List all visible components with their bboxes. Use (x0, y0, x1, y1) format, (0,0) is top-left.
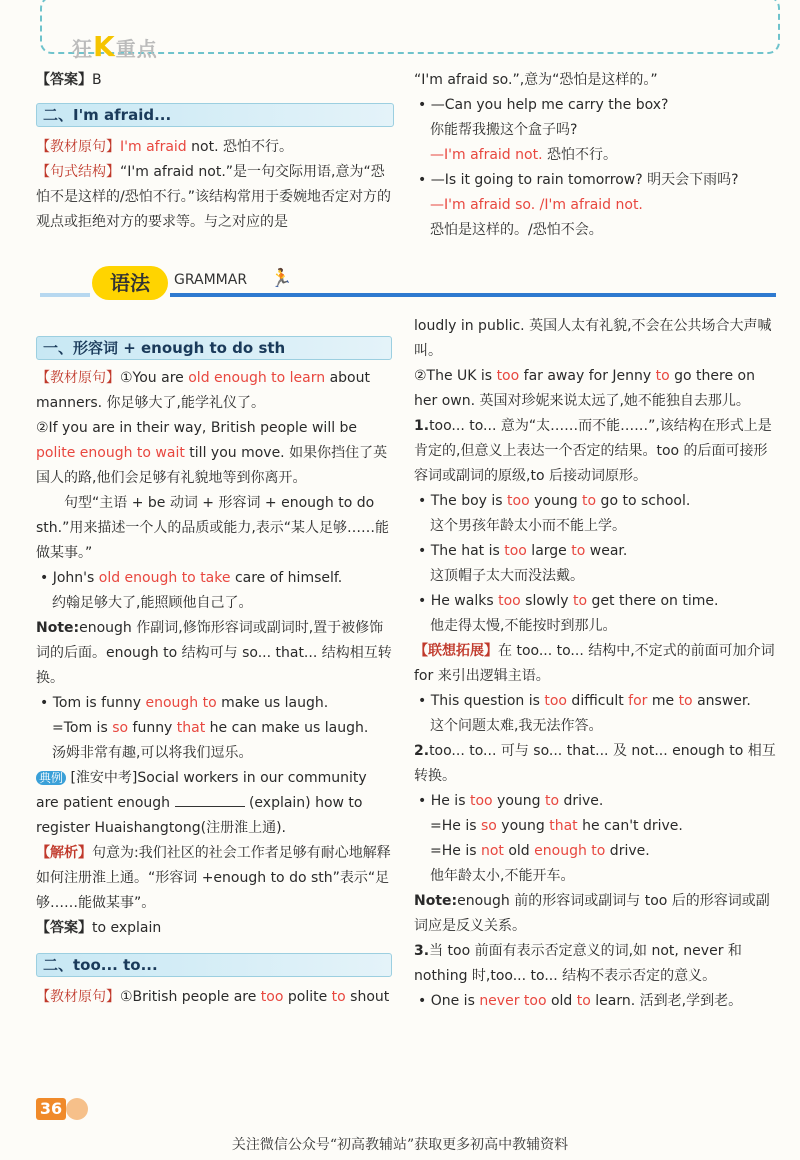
text: he can't drive. (577, 818, 683, 834)
text: polite (283, 989, 332, 1005)
text: go there on her own. 英国对珍妮来说太远了,她不能独自去那儿。 (414, 368, 755, 409)
text: 恐怕不行。 (542, 147, 617, 163)
example-item: • The hat is too large to wear. (418, 543, 628, 559)
text: He is (430, 793, 470, 809)
section-heading: 二、too... to... (36, 953, 392, 977)
highlight: so (112, 720, 129, 736)
section-heading: 二、I'm afraid... (36, 103, 394, 127)
text: funny (128, 720, 177, 736)
highlight: old enough to take (98, 570, 231, 586)
highlight: old enough to learn (188, 370, 326, 386)
text: Social workers in our community are patient enough (36, 770, 367, 811)
answer-value: B (92, 72, 102, 88)
answer-value: to explain (92, 920, 162, 936)
label: 【教材原句】 (36, 139, 120, 155)
text: make us laugh. (216, 695, 329, 711)
label: 【联想拓展】 (414, 643, 498, 659)
text: enough 前的形容词或副词与 too 后的形容词或副词应是反义关系。 (414, 893, 770, 934)
text: he can make us laugh. (205, 720, 369, 736)
text: me (647, 693, 679, 709)
label: 【解析】 (36, 845, 92, 861)
text: 在 too... to... 结构中,不定式的前面可加介词 for 来引出逻辑主语。 (414, 643, 775, 684)
text: “I'm afraid so.”,意为“恐怕是这样的。” (414, 72, 658, 88)
text: slowly (520, 593, 573, 609)
text: =Tom is (52, 720, 113, 736)
example-item: • He is too young to drive. (418, 793, 604, 809)
text: go to school. (596, 493, 691, 509)
highlight: to (571, 543, 586, 559)
top-left-column (36, 68, 394, 235)
logo-prefix: 狂 (72, 37, 93, 61)
text: till you move. 如果你挡住了英国人的路,他们会足够有礼貌地等到你离开。 (36, 445, 388, 486)
answer-line (36, 916, 392, 941)
note-label: Note: (414, 893, 458, 909)
text: ①You are (120, 370, 189, 386)
highlight: never too (479, 993, 547, 1009)
highlight: for (628, 693, 648, 709)
highlight: too (544, 693, 567, 709)
note-label: Note: (36, 620, 80, 636)
runner-icon: 🏃 (270, 268, 293, 289)
translation: 约翰足够大了,能照顾他自己了。 (52, 595, 253, 611)
text: enough 作副词,修饰形容词或副词时,置于被修饰词的后面。enough to 结构可与 so... that... 结构相互转换。 (36, 620, 392, 686)
highlight: too (507, 493, 530, 509)
textbook-sentence (36, 366, 392, 416)
example-answer (414, 143, 776, 168)
text: John's (52, 570, 99, 586)
text: wear. (585, 543, 628, 559)
structure-note (36, 160, 394, 235)
text: shout (345, 989, 390, 1005)
example-equivalent (36, 716, 392, 741)
brand-logo (72, 30, 158, 63)
text: difficult (566, 693, 629, 709)
highlight: to (655, 368, 670, 384)
note (414, 889, 776, 939)
highlight: polite enough to wait (36, 445, 185, 461)
text: old (546, 993, 577, 1009)
text: answer. (692, 693, 751, 709)
text: ②If you are in their way, British people will be (36, 420, 358, 436)
example-item: • He walks too slowly to get there on time. (418, 593, 719, 609)
point-2 (414, 739, 776, 789)
textbook-sentence-2 (414, 364, 776, 414)
text: loudly in public. 英国人太有礼貌,不会在公共场合大声喊叫。 (414, 318, 772, 359)
highlight: so (480, 818, 497, 834)
footer-text: 关注微信公众号“初高教辅站”获取更多初高中教辅资料 (231, 1137, 569, 1153)
highlight: too (496, 368, 520, 384)
answer-label: 【答案】 (36, 920, 92, 936)
textbook-sentence (36, 985, 392, 1010)
source: [淮安中考] (70, 770, 138, 786)
translation: 这个问题太难,我无法作答。 (430, 718, 603, 734)
highlight: enough to (534, 843, 606, 859)
typical-example (36, 766, 392, 841)
number: 3. (414, 943, 430, 959)
translation: 汤姆非常有趣,可以将我们逗乐。 (52, 745, 253, 761)
highlight: not (480, 843, 504, 859)
highlight: enough to (145, 695, 217, 711)
text: old (503, 843, 535, 859)
point-1 (414, 414, 776, 489)
text: too... to... 意为“太……而不能……”,该结构在形式上是肯定的,但意义上表达一个否定的结果。too 的后面可接形容词或副词的原级,to 后接动词原形。 (414, 418, 772, 484)
text: ①British people are (120, 989, 261, 1005)
translation: 恐怕是这样的。/恐怕不会。 (430, 222, 603, 238)
banner-line-light (40, 293, 90, 297)
text: =He is (430, 818, 481, 834)
text: too... to... 可与 so... that... 及 not... enough to 相互转换。 (414, 743, 776, 784)
text: =He is (430, 843, 481, 859)
text: —Is it going to rain tomorrow? 明天会下雨吗? (430, 172, 739, 188)
text: learn. 活到老,学到老。 (590, 993, 743, 1009)
example-item: • —Is it going to rain tomorrow? 明天会下雨吗? (418, 172, 739, 188)
note (36, 616, 392, 691)
highlight: to (576, 993, 591, 1009)
logo-k: K (93, 30, 116, 63)
example-equivalent (414, 814, 776, 839)
text: —Can you help me carry the box? (430, 97, 669, 113)
example-item: • Tom is funny enough to make us laugh. (40, 695, 329, 711)
text: drive. (559, 793, 604, 809)
highlight: to (678, 693, 693, 709)
text: ②The UK is (414, 368, 497, 384)
text: care of himself. (230, 570, 343, 586)
text: get there on time. (587, 593, 719, 609)
point-3 (414, 939, 776, 989)
example-badge: 典例 (36, 771, 66, 785)
example-equivalent (414, 839, 776, 864)
answer-label: 【答案】 (36, 72, 92, 88)
text: “I'm afraid not.”是一句交际用语,意为“恐怕不是这样的/恐怕不行。”该结构常用于委婉地否定对方的观点或拒绝对方的要求等。与之对应的是 (36, 164, 391, 230)
label: 【教材原句】 (36, 989, 120, 1005)
text: young (496, 818, 550, 834)
highlight: too (260, 989, 284, 1005)
highlight: too (469, 793, 493, 809)
banner-title: 语法 (92, 266, 168, 300)
example-item: • This question is too difficult for me to answer. (418, 693, 751, 709)
answer-line (36, 68, 394, 93)
number: 1. (414, 418, 430, 434)
highlight: to (544, 793, 560, 809)
text: He walks (430, 593, 499, 609)
logo-suffix: 重点 (115, 37, 158, 61)
example-item: • —Can you help me carry the box? (418, 97, 669, 113)
text: This question is (430, 693, 545, 709)
text: drive. (605, 843, 650, 859)
highlight: I'm afraid (120, 139, 187, 155)
top-right-column (414, 68, 776, 243)
highlight: to (331, 989, 346, 1005)
highlight: —I'm afraid so. /I'm afraid not. (430, 197, 643, 213)
highlight: to (573, 593, 588, 609)
example-item: • The boy is too young to go to school. (418, 493, 691, 509)
text: (explain) how to register Huaishangtong(注册淮上通). (36, 795, 363, 836)
translation: 你能帮我搬这个盒子吗? (430, 122, 578, 138)
label: 【句式结构】 (36, 164, 120, 180)
label: 【教材原句】 (36, 370, 120, 386)
page-number: 36 (36, 1098, 66, 1120)
analysis (36, 841, 392, 916)
translation: 这顶帽子太大而没法戴。 (430, 568, 584, 584)
example-item: • One is never too old to learn. 活到老,学到老。 (418, 993, 743, 1009)
text: about manners. 你足够大了,能学礼仪了。 (36, 370, 370, 411)
text: young (529, 493, 583, 509)
highlight: —I'm afraid not. (430, 147, 543, 163)
translation: 他走得太慢,不能按时到那儿。 (430, 618, 617, 634)
text: The boy is (430, 493, 508, 509)
text: not. 恐怕不行。 (186, 139, 293, 155)
highlight: too (498, 593, 521, 609)
banner-subtitle: GRAMMAR (174, 272, 248, 288)
number: 2. (414, 743, 430, 759)
highlight: too (504, 543, 527, 559)
text: Tom is funny (52, 695, 146, 711)
pattern-note: 句型“主语 + be 动词 + 形容词 + enough to do sth.”用来描述一个人的品质或能力,表示“某人足够……能做某事。” (36, 495, 390, 561)
textbook-sentence (36, 135, 394, 160)
translation: 这个男孩年龄太小而不能上学。 (430, 518, 626, 534)
right-column (414, 314, 776, 1014)
text: One is (430, 993, 480, 1009)
section-heading: 一、形容词 + enough to do sth (36, 336, 392, 360)
textbook-sentence-2 (36, 416, 392, 491)
text: 句意为:我们社区的社会工作者足够有耐心地解释如何注册淮上通。“形容词 +enough to do sth”表示“足够……能做某事”。 (36, 845, 391, 911)
text: far away for Jenny (519, 368, 656, 384)
text: 当 too 前面有表示否定意义的词,如 not, never 和 nothing 时,too... to... 结构不表示否定的意义。 (414, 943, 742, 984)
extension (414, 639, 776, 689)
example-item: • John's old enough to take care of himself. (40, 570, 343, 586)
highlight: that (176, 720, 206, 736)
text: young (492, 793, 545, 809)
text: large (526, 543, 572, 559)
highlight: that (549, 818, 578, 834)
page-number-decoration (66, 1098, 88, 1120)
grammar-banner (40, 262, 776, 302)
highlight: to (582, 493, 597, 509)
banner-line (170, 293, 776, 297)
left-column (36, 330, 392, 1010)
answer-blank[interactable] (175, 792, 245, 807)
text: The hat is (430, 543, 505, 559)
translation: 他年龄太小,不能开车。 (430, 868, 575, 884)
